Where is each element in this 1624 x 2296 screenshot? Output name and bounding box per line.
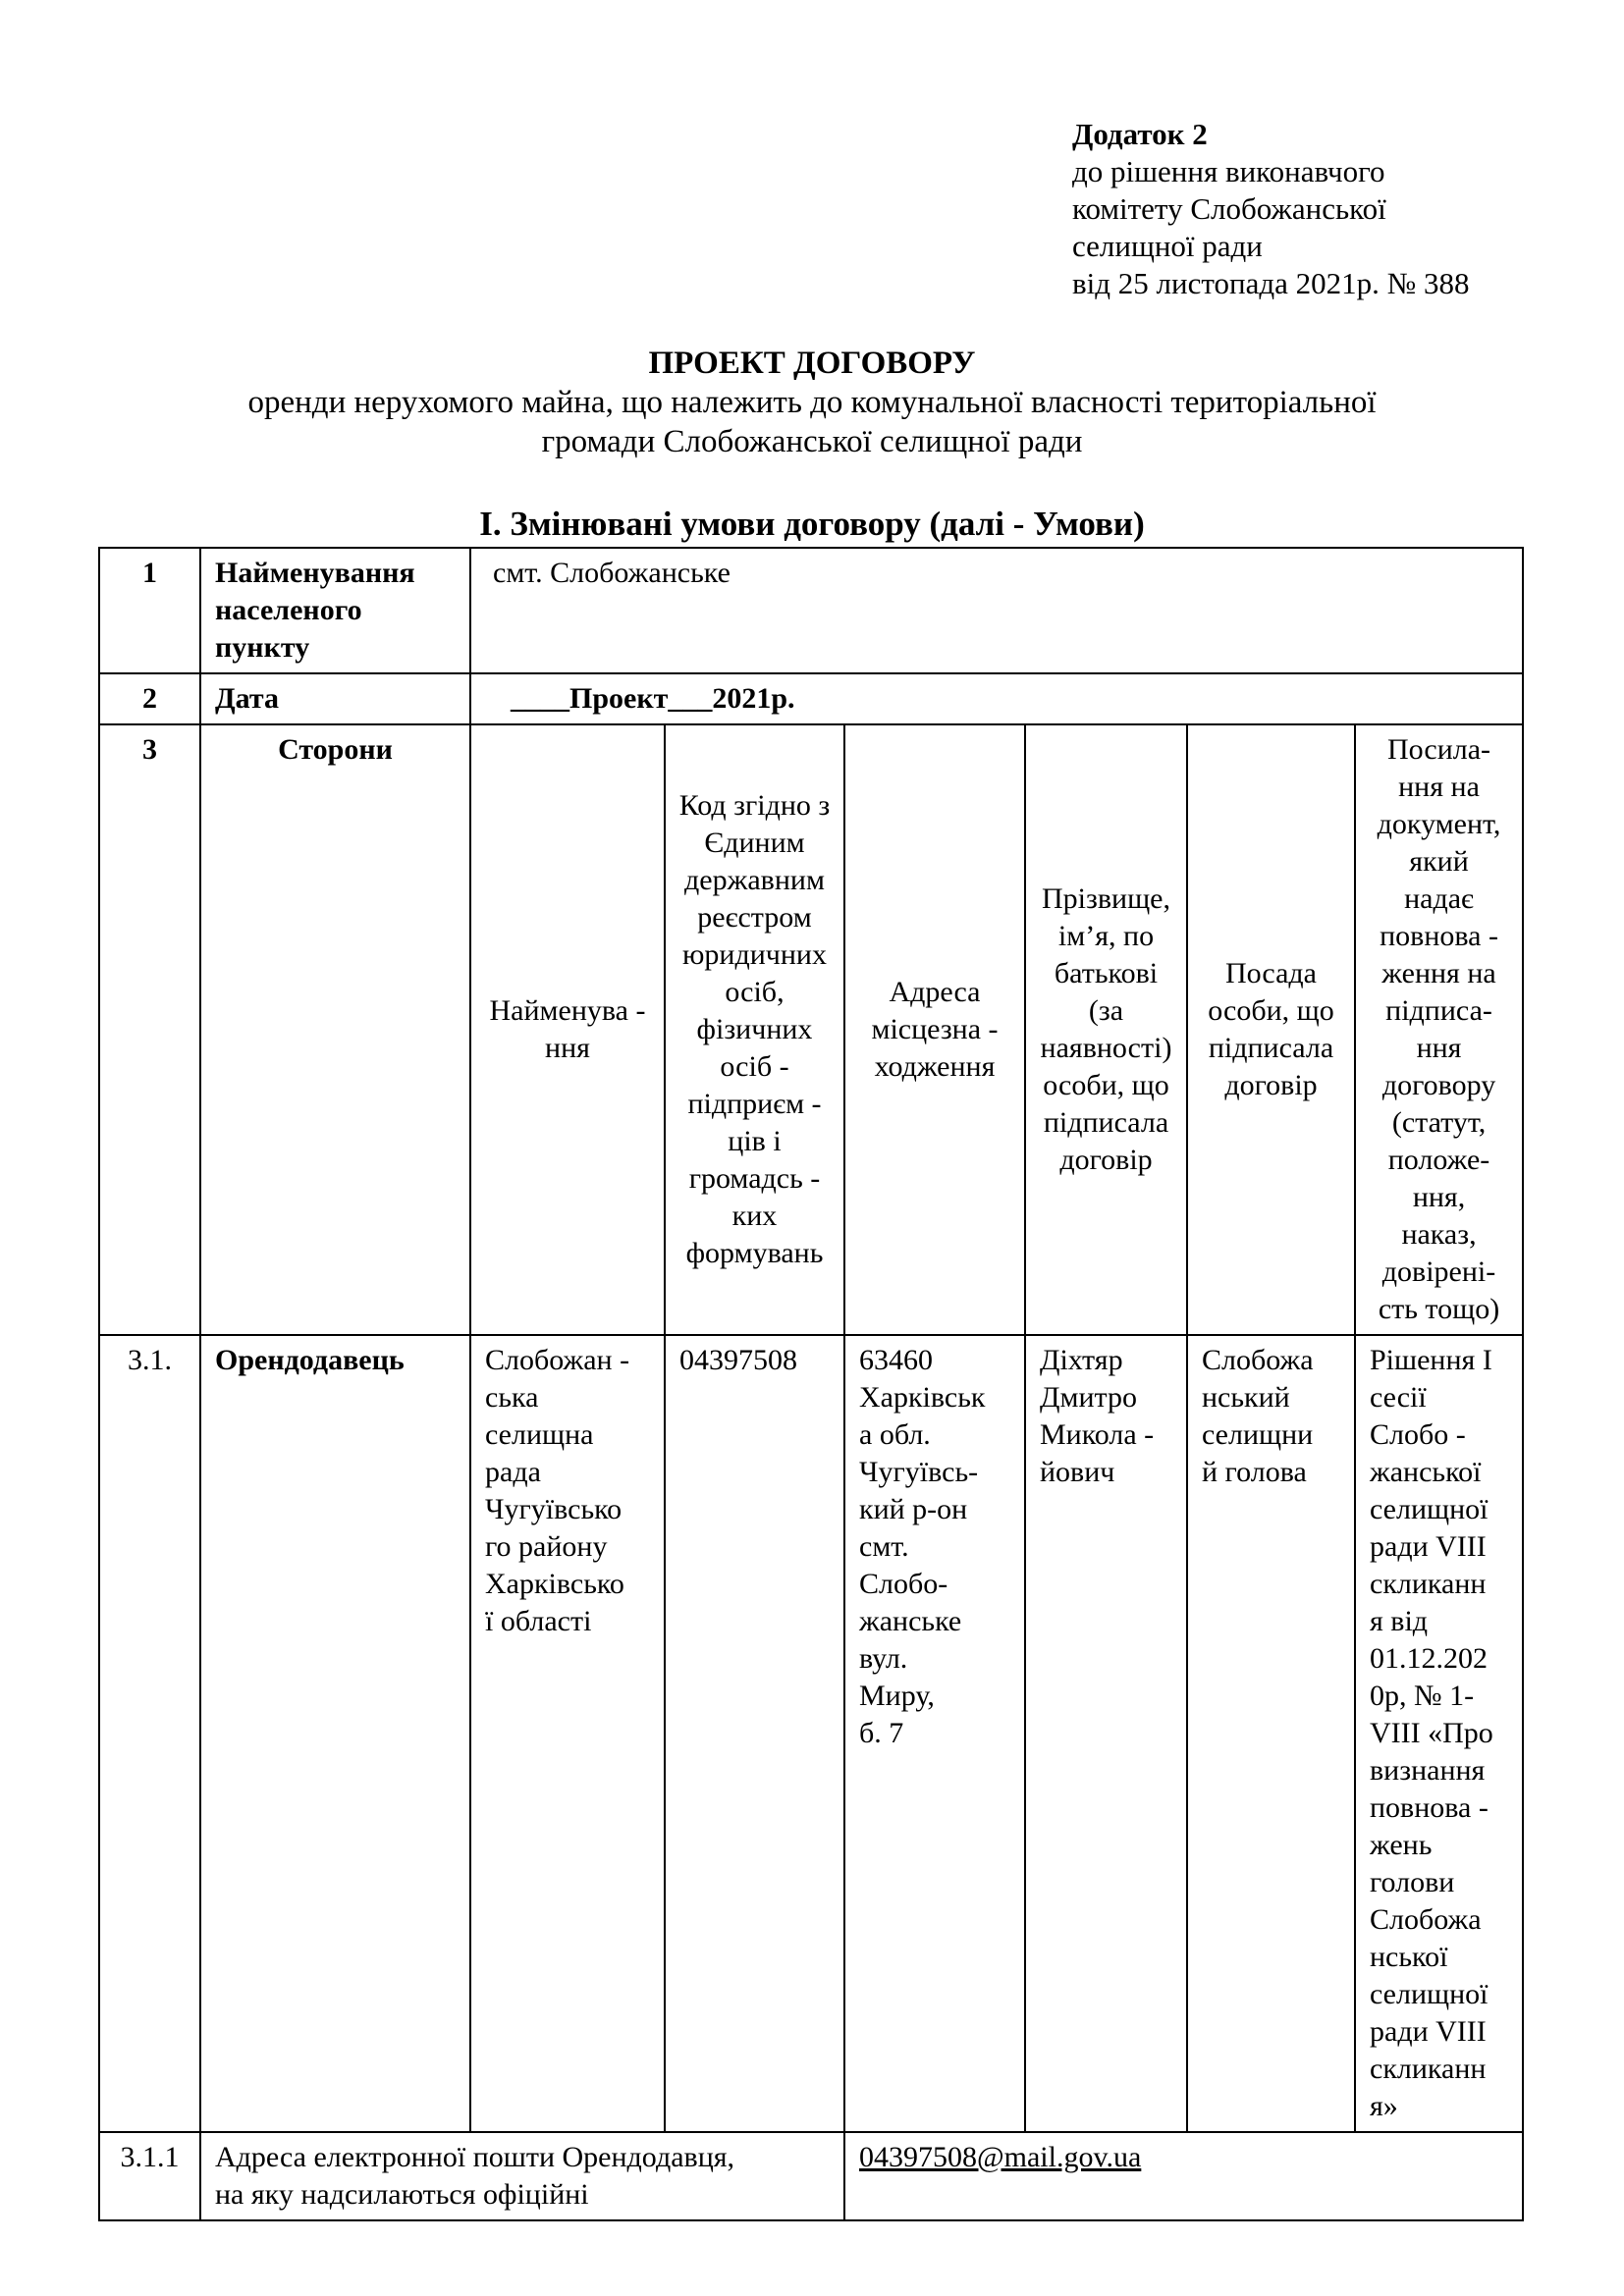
header-line: Посила- — [1386, 733, 1491, 766]
addendum-title: Додаток 2 — [1072, 117, 1208, 151]
settlement-value: смт. Слобожанське — [470, 548, 1523, 673]
label-line: на яку надсилаються офіційні — [215, 2178, 589, 2211]
header-line: місцезна - — [871, 1013, 999, 1045]
cell-line: селищна — [485, 1418, 594, 1451]
header-line: договору — [1381, 1069, 1496, 1101]
cell-line: нської — [1370, 1941, 1448, 1973]
cell-line: Миру, — [859, 1680, 935, 1712]
header-line: наказ, — [1401, 1218, 1477, 1251]
cell-line: йович — [1040, 1456, 1115, 1488]
date-value: ____Проект___2021р. — [470, 673, 1523, 724]
cell-line: сесії — [1370, 1381, 1427, 1414]
lessor-name — [470, 1335, 665, 2132]
row-number: 3.1.1 — [99, 2132, 200, 2220]
cell-line: б. 7 — [859, 1717, 904, 1749]
header-line: (за — [1088, 994, 1124, 1027]
cell-line: Слобо- — [859, 1568, 948, 1600]
column-header-document — [1355, 724, 1523, 1335]
cell-line: я» — [1370, 2090, 1398, 2122]
cell-line: Діхтяр — [1040, 1344, 1123, 1376]
cell-line: Харківськ — [859, 1381, 986, 1414]
header-line: Адреса — [889, 976, 981, 1008]
cell-line: ради VIII — [1370, 2015, 1487, 2048]
column-header-position — [1187, 724, 1355, 1335]
document-subtitle-line: оренди нерухомого майна, що належить до комунальної власності територіальної — [247, 385, 1377, 420]
addendum-block — [1072, 116, 1583, 302]
cell-line: скликанн — [1370, 2053, 1487, 2085]
cell-line: й голова — [1202, 1456, 1307, 1488]
column-header-person — [1025, 724, 1187, 1335]
header-line: сть тощо) — [1378, 1293, 1500, 1325]
header-line: Прізвище, — [1042, 882, 1170, 915]
header-line: ких — [731, 1200, 778, 1232]
cell-line: повнова - — [1370, 1791, 1489, 1824]
cell-line: я від — [1370, 1605, 1429, 1637]
header-line: фізичних — [696, 1013, 813, 1045]
cell-line: Микола - — [1040, 1418, 1155, 1451]
cell-line: Слобожан - — [485, 1344, 630, 1376]
header-line: повнова - — [1380, 920, 1498, 952]
cell-line: ради VIII — [1370, 1530, 1487, 1563]
header-line: формувань — [685, 1237, 824, 1269]
cell-line: 63460 — [859, 1344, 933, 1376]
row-label: Орендодавець — [200, 1335, 470, 2132]
header-line: наявності) — [1040, 1032, 1172, 1064]
header-line: громадсь - — [688, 1162, 821, 1195]
header-line: державним — [684, 864, 825, 896]
header-line: (статут, — [1391, 1106, 1487, 1139]
addendum-line: від 25 листопада 2021р. № 388 — [1072, 266, 1470, 300]
row-number: 3 — [99, 724, 200, 1335]
cell-line: Слобожа — [1202, 1344, 1314, 1376]
lessor-code: 04397508 — [665, 1335, 844, 2132]
lessor-signatory-position — [1187, 1335, 1355, 2132]
header-line: підписала — [1043, 1106, 1169, 1139]
cell-line: жень — [1370, 1829, 1433, 1861]
cell-line: Рішення I — [1370, 1344, 1492, 1376]
header-line: особи, що — [1208, 994, 1334, 1027]
document-subtitle-line: громади Слобожанської селищної ради — [541, 424, 1083, 459]
cell-line: жанської — [1370, 1456, 1482, 1488]
contract-terms-table — [98, 547, 1524, 2221]
row-number: 2 — [99, 673, 200, 724]
cell-line: Чугуївсь- — [859, 1456, 979, 1488]
header-line: ження на — [1381, 957, 1496, 989]
cell-line: селищної — [1370, 1493, 1489, 1525]
document-title: ПРОЕКТ ДОГОВОРУ — [648, 346, 976, 381]
header-line: Код згідно з — [678, 789, 831, 822]
column-header-address — [844, 724, 1025, 1335]
cell-line: вул. — [859, 1642, 908, 1675]
header-line: який — [1409, 845, 1469, 878]
lessor-address — [844, 1335, 1025, 2132]
header-line: ння на — [1398, 771, 1480, 803]
table-row — [99, 2132, 1523, 2220]
header-line: Найменува - — [489, 994, 646, 1027]
header-line: ння, — [1412, 1181, 1466, 1213]
table-row — [99, 724, 1523, 1335]
row-label — [200, 2132, 844, 2220]
cell-line: 0р, № 1- — [1370, 1680, 1475, 1712]
header-line: Посада — [1225, 957, 1317, 989]
cell-line: селищни — [1202, 1418, 1314, 1451]
cell-line: жанське — [859, 1605, 962, 1637]
table-row — [99, 548, 1523, 673]
header-line: ння — [1416, 1032, 1462, 1064]
header-line: ння — [545, 1032, 590, 1064]
label-line: Адреса електронної пошти Орендодавця, — [215, 2141, 735, 2173]
row-label: Сторони — [200, 724, 470, 1335]
addendum-line: комітету Слобожанської — [1072, 191, 1386, 226]
label-line: населеного — [215, 594, 362, 626]
lessor-email-link[interactable]: 04397508@mail.gov.ua — [859, 2141, 1142, 2173]
cell-line: визнання — [1370, 1754, 1486, 1787]
cell-line: а обл. — [859, 1418, 931, 1451]
cell-line: ї області — [485, 1605, 592, 1637]
row-label — [200, 548, 470, 673]
header-line: ців і — [728, 1125, 782, 1157]
section-heading: I. Змінювані умови договору (далі - Умови) — [479, 505, 1145, 543]
column-header-name — [470, 724, 665, 1335]
cell-line: селищної — [1370, 1978, 1489, 2010]
header-line: ім’я, по — [1057, 920, 1155, 952]
lessor-signatory-name — [1025, 1335, 1187, 2132]
header-line: осіб, — [725, 976, 785, 1008]
cell-line: голови — [1370, 1866, 1455, 1898]
row-number: 3.1. — [99, 1335, 200, 2132]
header-line: підписа- — [1385, 994, 1492, 1027]
table-row — [99, 673, 1523, 724]
cell-line: Харківсько — [485, 1568, 624, 1600]
lessor-email-cell — [844, 2132, 1523, 2220]
cell-line: смт. — [859, 1530, 909, 1563]
header-line: особи, що — [1043, 1069, 1169, 1101]
header-line: підприєм - — [687, 1088, 822, 1120]
header-line: довірені- — [1381, 1255, 1496, 1288]
document-title-block — [0, 344, 1624, 461]
addendum-line: до рішення виконавчого — [1072, 154, 1385, 188]
cell-line: Слобожа — [1370, 1903, 1482, 1936]
cell-line: рада — [485, 1456, 541, 1488]
table-row — [99, 1335, 1523, 2132]
cell-line: 01.12.202 — [1370, 1642, 1488, 1675]
header-line: юридичних — [682, 938, 827, 971]
row-number: 1 — [99, 548, 200, 673]
header-line: ходження — [874, 1050, 996, 1083]
row-label: Дата — [200, 673, 470, 724]
label-line: пункту — [215, 631, 310, 664]
cell-line: VIII «Про — [1370, 1717, 1493, 1749]
label-line: Найменування — [215, 557, 415, 589]
header-line: документ, — [1377, 808, 1501, 840]
cell-line: ська — [485, 1381, 539, 1414]
header-line: положе- — [1387, 1144, 1490, 1176]
cell-line: нський — [1202, 1381, 1290, 1414]
cell-line: Чугуївсько — [485, 1493, 623, 1525]
header-line: договір — [1059, 1144, 1153, 1176]
header-line: реєстром — [697, 901, 812, 934]
cell-line: Слобо - — [1370, 1418, 1466, 1451]
header-line: підписала — [1208, 1032, 1334, 1064]
cell-line: скликанн — [1370, 1568, 1487, 1600]
lessor-authority-document — [1355, 1335, 1523, 2132]
cell-line: Дмитро — [1040, 1381, 1137, 1414]
cell-line: кий р-он — [859, 1493, 968, 1525]
header-line: батькові — [1054, 957, 1159, 989]
header-line: Єдиним — [704, 827, 805, 859]
header-line: договір — [1224, 1069, 1318, 1101]
header-line: надає — [1404, 882, 1474, 915]
cell-line: го району — [485, 1530, 608, 1563]
header-line: осіб - — [720, 1050, 789, 1083]
column-header-code — [665, 724, 844, 1335]
addendum-line: селищної ради — [1072, 229, 1263, 263]
